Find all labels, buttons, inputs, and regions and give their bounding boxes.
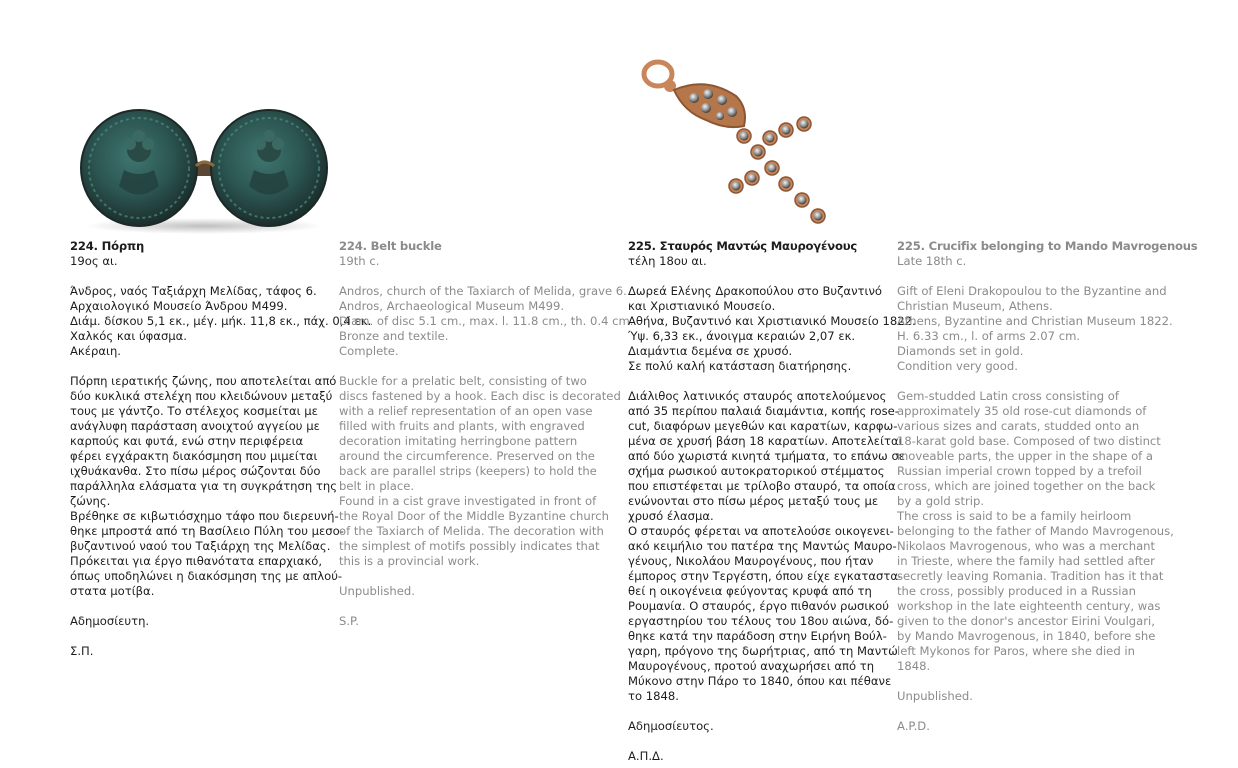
description-line: filled with fruits and plants, with engraved	[339, 419, 585, 433]
entry-date: 19ος αι.	[70, 254, 118, 268]
description-line: χρυσό έλασμα.	[628, 509, 714, 523]
entry-description	[628, 389, 906, 704]
description-line: this is a provincial work.	[339, 554, 480, 568]
description-line: καρπούς και φυτά, ενώ στην περιφέρεια	[70, 434, 304, 448]
publication-status: Unpublished.	[339, 584, 415, 598]
description-line: Found in a cist grave investigated in front of	[339, 494, 597, 508]
description-line: μένα σε χρυσή βάση 18 καρατίων. Αποτελείται	[628, 434, 903, 448]
description-line: 18-karat gold base. Composed of two distinct	[897, 434, 1161, 448]
description-line: φέρει εγχάρακτη διακόσμηση που μιμείται	[70, 449, 318, 463]
detail-line: Δωρεά Ελένης Δρακοπούλου στο Βυζαντινό	[628, 284, 883, 298]
description-line: various sizes and carats, studded onto an	[897, 419, 1140, 433]
author-initials: Σ.Π.	[70, 644, 94, 658]
description-line: the Royal Door of the Middle Byzantine church	[339, 509, 609, 523]
description-line: όπως υποδηλώνει η διακόσμηση της με απλού-	[70, 569, 343, 583]
description-line: από δύο χωριστά κινητά τμήματα, το επάνω σε	[628, 449, 906, 463]
detail-line: Condition very good.	[897, 359, 1018, 373]
description-line: of the Taxiarch of Melida. The decoration with	[339, 524, 604, 538]
entry-title: 225. Crucifix belonging to Mando Mavrogenous	[897, 239, 1198, 253]
description-line: around the circumference. Preserved on the	[339, 449, 595, 463]
detail-line: Complete.	[339, 344, 399, 358]
description-line: Buckle for a prelatic belt, consisting of two	[339, 374, 587, 388]
description-line: left Mykonos for Paros, where she died in	[897, 644, 1135, 658]
detail-line: Andros, church of the Taxiarch of Melida, grave 6.	[339, 284, 627, 298]
detail-line: Διάμ. δίσκου 5,1 εκ., μέγ. μήκ. 11,8 εκ., πάχ. 0,4 εκ.	[70, 314, 372, 328]
entry-description	[339, 374, 621, 569]
description-line: από 35 περίπου παλαιά διαμάντια, κοπής rose-	[628, 404, 899, 418]
detail-line: Bronze and textile.	[339, 329, 449, 343]
description-line: the simplest of motifs possibly indicates that	[339, 539, 600, 553]
author-initials: A.P.D.	[897, 719, 930, 733]
description-line: workshop in the late eighteenth century, was	[897, 599, 1161, 613]
description-line: moveable parts, the upper in the shape of a	[897, 449, 1154, 463]
entry-date: 19th c.	[339, 254, 380, 268]
description-line: by a gold strip.	[897, 494, 985, 508]
description-line: Διάλιθος λατινικός σταυρός αποτελούμενος	[628, 389, 887, 403]
description-line: ζώνης.	[70, 494, 111, 508]
detail-line: Σε πολύ καλή κατάσταση διατήρησης.	[628, 359, 852, 373]
description-line: ακό κειμήλιο του πατέρα της Μαντώς Μαυρο-	[628, 539, 897, 553]
detail-line: Άνδρος, ναός Ταξιάρχη Μελίδας, τάφος 6.	[70, 284, 317, 298]
description-line: in Trieste, where the family had settled after	[897, 554, 1155, 568]
publication-status: Αδημοσίευτος.	[628, 719, 714, 733]
description-line: στατα μοτίβα.	[70, 584, 155, 598]
entry-title: 224. Πόρπη	[70, 239, 145, 253]
description-line: βυζαντινού ναού του Ταξιάρχη της Μελίδας.	[70, 539, 331, 553]
description-line: Βρέθηκε σε κιβωτιόσχημο τάφο που διερευνή-	[70, 509, 339, 523]
description-line: Ρουμανία. Ο σταυρός, έργο πιθανόν ρωσικού	[628, 599, 889, 613]
description-line: το 1848.	[628, 689, 679, 703]
description-line: δύο κυκλικά στελέχη που κλειδώνουν μεταξύ	[70, 389, 333, 403]
detail-line: Andros, Archaeological Museum M499.	[339, 299, 565, 313]
description-line: ιχθυάκανθα. Στο πίσω μέρος σώζονται δύο	[70, 464, 321, 478]
description-line: the cross, possibly produced in a Russian	[897, 584, 1136, 598]
description-line: Μαυρογένους, προτού αναχωρήσει από τη	[628, 659, 875, 673]
entry-details	[897, 284, 1173, 374]
description-line: approximately 35 old rose-cut diamonds of	[897, 404, 1147, 418]
entry-date: Late 18th c.	[897, 254, 967, 268]
description-line: 1848.	[897, 659, 931, 673]
detail-line: Ακέραιη.	[70, 344, 121, 358]
description-line: cross, which are joined together on the back	[897, 479, 1156, 493]
author-initials: Α.Π.Δ.	[628, 749, 664, 763]
detail-line: Διαμάντια δεμένα σε χρυσό.	[628, 344, 793, 358]
description-line: given to the donor's ancestor Eirini Voulgari,	[897, 614, 1155, 628]
detail-line: Athens, Byzantine and Christian Museum 1822.	[897, 314, 1173, 328]
description-line: The cross is said to be a family heirloom	[897, 509, 1132, 523]
description-line: γαρη, πρόγονο της δωρήτριας, από τη Μαντώ	[628, 644, 898, 658]
description-line: γένους, Νικολάου Μαυρογένους, που ήταν	[628, 554, 874, 568]
description-line: θηκε κατά την παράδοση στην Ειρήνη Βούλ-	[628, 629, 887, 643]
description-line: ανάγλυφη παράσταση ανοιχτού αγγείου με	[70, 419, 320, 433]
description-line: cut, διαφόρων μεγεθών και καρατίων, καρφω-	[628, 419, 898, 433]
detail-line: Christian Museum, Athens.	[897, 299, 1053, 313]
detail-line: H. 6.33 cm., l. of arms 2.07 cm.	[897, 329, 1081, 343]
description-line: ενώνονται στο πίσω μέρος μεταξύ τους με	[628, 494, 879, 508]
description-line: έμπορος στην Τεργέστη, όπου είχε εγκαταστα-	[628, 569, 903, 583]
description-line: back are parallel strips (keepers) to hold the	[339, 464, 597, 478]
entry-title: 224. Belt buckle	[339, 239, 442, 253]
description-line: Μύκονο στην Πάρο το 1840, όπου και πέθανε	[628, 674, 892, 688]
detail-line: και Χριστιανικό Μουσείο.	[628, 299, 776, 313]
description-line: θηκε μπροστά από τη Βασίλειο Πύλη του μεσο-	[70, 524, 344, 538]
detail-line: Gift of Eleni Drakopoulou to the Byzantine and	[897, 284, 1167, 298]
description-line: παράλληλα ελάσματα για τη συγκράτηση της	[70, 479, 338, 493]
entry-details	[339, 284, 634, 359]
publication-status: Unpublished.	[897, 689, 973, 703]
description-line: Nikolaos Mavrogenous, who was a merchant	[897, 539, 1156, 553]
entry-description	[897, 389, 1174, 674]
detail-line: Χαλκός και ύφασμα.	[70, 329, 187, 343]
description-line: secretly leaving Romania. Tradition has it that	[897, 569, 1164, 583]
entry-225-english	[897, 238, 1198, 734]
description-line: Πόρπη ιερατικής ζώνης, που αποτελείται από	[70, 374, 337, 388]
description-line: belonging to the father of Mando Mavrogenous,	[897, 524, 1174, 538]
detail-line: Diam. of disc 5.1 cm., max. l. 11.8 cm., th. 0.4 cm.	[339, 314, 634, 328]
publication-status: Αδημοσίευτη.	[70, 614, 150, 628]
description-line: with a relief representation of an open vase	[339, 404, 593, 418]
detail-line: Diamonds set in gold.	[897, 344, 1024, 358]
description-line: Πρόκειται για έργο πιθανότατα επαρχιακό,	[70, 554, 323, 568]
description-line: Ο σταυρός φέρεται να αποτελούσε οικογενει-	[628, 524, 894, 538]
entry-description	[70, 374, 344, 599]
entry-224-english	[339, 238, 634, 629]
entry-details	[628, 284, 916, 374]
description-line: που επιστέφεται με τρίλοβο σταυρό, τα οποία	[628, 479, 896, 493]
crucifix-image	[636, 56, 866, 231]
description-line: discs fastened by a hook. Each disc is decorated	[339, 389, 621, 403]
description-line: τους με γάντζο. Το στέλεχος κοσμείται με	[70, 404, 318, 418]
author-initials: S.P.	[339, 614, 359, 628]
description-line: by Mando Mavrogenous, in 1840, before she	[897, 629, 1156, 643]
description-line: εργαστηρίου του τέλους του 18ου αιώνα, δό-	[628, 614, 894, 628]
belt-buckle-image	[76, 108, 332, 236]
description-line: σχήμα ρωσικού αυτοκρατορικού στέμματος	[628, 464, 885, 478]
description-line: decoration imitating herringbone pattern	[339, 434, 578, 448]
detail-line: Αρχαιολογικό Μουσείο Άνδρου Μ499.	[70, 299, 288, 313]
entry-date: τέλη 18ου αι.	[628, 254, 707, 268]
detail-line: Αθήνα, Βυζαντινό και Χριστιανικό Μουσείο 1822.	[628, 314, 916, 328]
entry-title: 225. Σταυρός Μαντώς Μαυρογένους	[628, 239, 858, 253]
description-line: Gem-studded Latin cross consisting of	[897, 389, 1119, 403]
description-line: belt in place.	[339, 479, 415, 493]
description-line: θεί η οικογένεια φεύγοντας κρυφά από τη	[628, 584, 872, 598]
description-line: Russian imperial crown topped by a trefoil	[897, 464, 1142, 478]
detail-line: Ύψ. 6,33 εκ., άνοιγμα κεραιών 2,07 εκ.	[628, 329, 856, 343]
